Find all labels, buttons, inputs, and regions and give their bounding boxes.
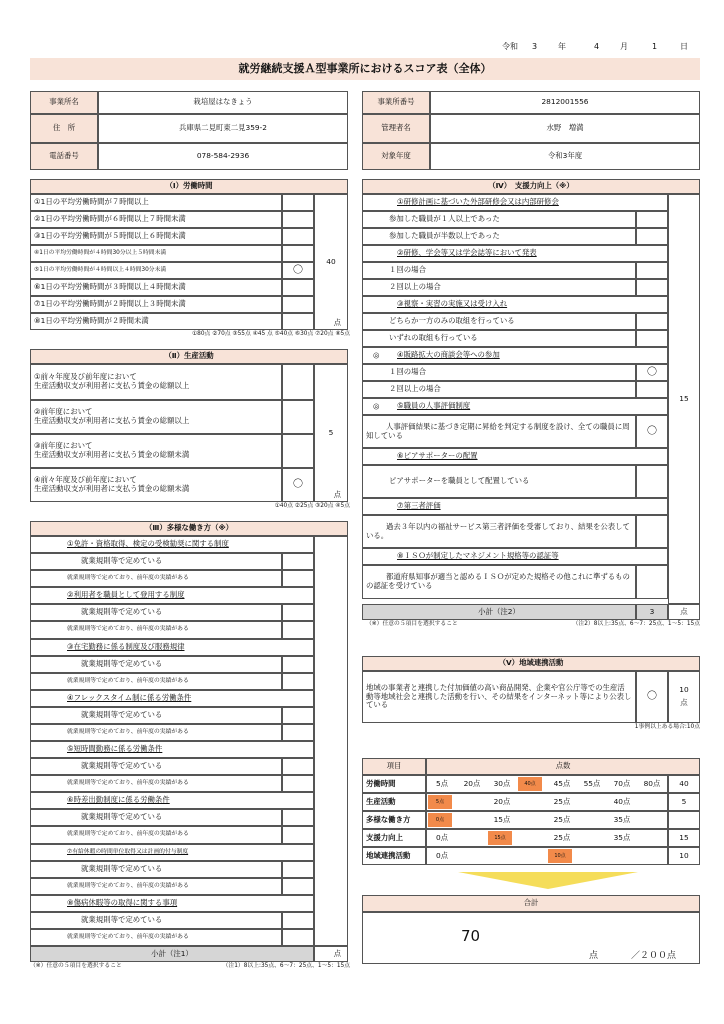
s1-mark-cell [282, 313, 314, 330]
s4-item-header [362, 448, 668, 465]
s4-selected-item-icon: ◎ [373, 350, 380, 360]
s4-item-option [362, 228, 636, 245]
s3-note-right: （注1）8以上:35点、6〜7：25点、1〜5：15点 [222, 963, 350, 969]
s4-item-header-text: ④販路拡大の商談会等への参加 [397, 350, 500, 360]
s2-row-line2: 生産活動収支が利用者に支払う賃金の総額以上 [34, 381, 190, 390]
summary-row-total: 40 [668, 775, 700, 793]
s4-item-option-text: いずれの取組も行っている [389, 333, 478, 343]
s2-mark-cell [282, 400, 314, 434]
summary-score-option: 25点 [553, 814, 571, 824]
s1-mark-cell [282, 296, 314, 313]
s3-item-actual: 就業規則等で定めており、前年度の実績がある [30, 878, 282, 895]
s4-item-header [362, 548, 668, 565]
s3-mark-cell [282, 570, 314, 587]
s3-mark-cell [282, 809, 314, 826]
s4-item-option-text: ２回以上の場合 [389, 282, 441, 292]
s2-row-line1: ④前々年度及び前年度において [34, 475, 137, 485]
summary-score-option: 80点 [643, 778, 661, 788]
summary-row-total: 15 [668, 829, 700, 847]
s4-item-header-text: ⑦第三者評価 [397, 501, 441, 511]
s4-item-option [362, 515, 636, 548]
phone-value: 078-584-2936 [98, 143, 348, 170]
s3-item-actual: 就業規則等で定めており、前年度の実績がある [30, 826, 282, 843]
summary-selected-score: 40点 [518, 777, 542, 791]
s1-selected-mark: 〇 [282, 262, 314, 279]
date-month-unit: 月 [620, 42, 628, 51]
s4-item-option-text: 過去３年以内の福祉サービス第三者評価を受審しており、結果を公表している。 [366, 521, 630, 540]
s4-item-option-text: 都道府県知事が適当と認めるＩＳＯが定めた規格その他これに準ずるものの認証を受けている [366, 572, 630, 590]
summary-score-option: 15点 [493, 814, 511, 824]
s2-selected-mark: 〇 [282, 468, 314, 502]
s1-row: ③1日の平均労働時間が５時間以上６時間未満 [30, 228, 282, 245]
s3-item-header: ③在宅勤務に係る制度及び服務規律 [30, 639, 314, 656]
summary-row-label: 支援力向上 [362, 829, 426, 847]
s4-mark-cell [636, 211, 668, 228]
s4-selected-item-icon: ◎ [373, 401, 380, 411]
summary-score-option: 25点 [553, 832, 571, 842]
summary-header-points: 点数 [426, 758, 700, 775]
s4-score-cell [668, 194, 700, 604]
s1-row: ②1日の平均労働時間が６時間以上７時間未満 [30, 211, 282, 228]
s4-item-header [362, 194, 668, 211]
s1-score: 40 [326, 256, 336, 266]
s4-item-option [362, 565, 636, 599]
s3-mark-cell [282, 553, 314, 570]
s3-mark-cell [282, 724, 314, 741]
s4-mark-cell [636, 381, 668, 398]
s4-item-option-text: 参加した職員が１人以上であった [389, 214, 500, 224]
summary-selected-score: 0点 [428, 813, 452, 827]
s4-item-option-text: ピアサポーターを職員として配置している [389, 476, 530, 486]
office-no-value: 2812001556 [430, 91, 700, 114]
summary-header-item: 項目 [362, 758, 426, 775]
s4-item-option [362, 262, 636, 279]
s3-mark-cell [282, 621, 314, 638]
s3-mark-cell [282, 604, 314, 621]
summary-score-option: 35点 [613, 814, 631, 824]
s4-item-header-text: ③視察・実習の実施又は受け入れ [397, 299, 508, 309]
address-value: 兵庫県二見町東二見359-2 [98, 114, 348, 143]
summary-row-label: 生産活動 [362, 793, 426, 811]
s2-mark-cell [282, 364, 314, 400]
s4-item-option-text: ２回以上の場合 [389, 384, 441, 394]
manager-value: 水野 増満 [430, 114, 700, 143]
office-name-value: 栽培屋はなきょう [98, 91, 348, 114]
office-no-label: 事業所番号 [362, 91, 430, 114]
s5-note: 1事例以上ある場合:10点 [634, 724, 700, 730]
s3-item-actual: 就業規則等で定めており、前年度の実績がある [30, 775, 282, 792]
summary-row-label: 多様な働き方 [362, 811, 426, 829]
summary-score-option: 0点 [435, 850, 449, 860]
summary-selected-score: 5点 [428, 795, 452, 809]
s2-row [30, 364, 282, 400]
s5-text: 地域の事業者と連携した付加価値の高い商品開発、企業や官公庁等での生産活動等地域社会と連携した活動を行い、その結果をインターネット等により公表している [362, 671, 636, 723]
s1-row: ①1日の平均労働時間が７時間以上 [30, 194, 282, 211]
s4-item-option [362, 364, 636, 381]
total-value-cell [362, 912, 700, 964]
total-value: 70 [461, 927, 481, 945]
s3-mark-cell [282, 758, 314, 775]
date-month: 4 [594, 42, 600, 51]
date-day: 1 [652, 42, 658, 51]
s1-row: ⑤1日の平均労働時間が４時間以上４時間30分未満 [30, 262, 282, 279]
s4-item-header [362, 245, 668, 262]
s2-score: 5 [328, 427, 334, 437]
s3-mark-cell [282, 707, 314, 724]
s3-item-actual: 就業規則等で定めており、前年度の実績がある [30, 724, 282, 741]
summary-score-option: 0点 [435, 832, 449, 842]
summary-score-option: 40点 [613, 796, 631, 806]
phone-label: 電話番号 [30, 143, 98, 170]
down-arrow-icon [458, 872, 638, 890]
summary-score-option: 5点 [435, 778, 449, 788]
s1-mark-cell [282, 245, 314, 262]
s4-item-option [362, 211, 636, 228]
s2-row-line2: 生産活動収支が利用者に支払う賃金の総額未満 [34, 450, 190, 459]
s4-note-right: （注2）8以上:35点、6〜7：25点、1〜5：15点 [572, 621, 700, 627]
s4-mark-cell [636, 515, 668, 548]
s4-mark-cell [636, 279, 668, 296]
s1-unit: 点 [333, 318, 341, 328]
page-title: 就労継続支援Ａ型事業所におけるスコア表（全体） [30, 58, 700, 80]
s4-subtotal-label: 小計（注2） [362, 604, 636, 620]
s2-unit: 点 [333, 490, 341, 500]
s2-score-cell [314, 364, 348, 502]
date-day-unit: 日 [680, 42, 688, 51]
s4-mark-cell [636, 313, 668, 330]
summary-row-total: 5 [668, 793, 700, 811]
s1-score-cell [314, 194, 348, 330]
summary-score-option: 70点 [613, 778, 631, 788]
s4-item-header [362, 347, 668, 364]
s4-item-header-text: ⑤職員の人事評価制度 [397, 401, 471, 411]
s4-item-option [362, 381, 636, 398]
s3-mark-cell [282, 775, 314, 792]
s3-item-actual: 就業規則等で定めており、前年度の実績がある [30, 929, 282, 946]
address-label: 住 所 [30, 114, 98, 143]
s3-subtotal-unit: 点 [314, 946, 348, 962]
summary-score-option: 30点 [493, 778, 511, 788]
s4-item-option-text: 人事評価結果に基づき定期に昇給を判定する制度を設け、全ての職員に周知している [366, 421, 630, 440]
s4-item-option [362, 465, 636, 498]
s4-selected-mark: 〇 [636, 364, 668, 381]
s1-row: ④1日の平均労働時間が４時間30分以上５時間未満 [30, 245, 282, 262]
s4-subtotal-value: 3 [636, 604, 668, 620]
s4-item-header-text: ⑥ピアサポーターの配置 [397, 451, 478, 461]
s3-item-rule: 就業規則等で定めている [30, 707, 282, 724]
s3-item-rule: 就業規則等で定めている [30, 758, 282, 775]
s3-mark-cell [282, 861, 314, 878]
s3-score-cell [314, 536, 348, 946]
s2-mark-cell [282, 434, 314, 468]
s4-note-left: （※）任意の５項目を選択すること [366, 621, 458, 627]
date-year: 3 [532, 42, 538, 51]
s4-mark-cell [636, 565, 668, 599]
total-unit: 点 [589, 951, 599, 961]
total-label: 合計 [362, 895, 700, 912]
s3-item-rule: 就業規則等で定めている [30, 553, 282, 570]
s1-note: ①80点 ②70点 ③55点 ④45 点 ⑤40点 ⑥30点 ⑦20点 ⑧5点 [191, 331, 350, 337]
s4-item-option-text: １回の場合 [389, 367, 426, 377]
s4-mark-cell [636, 228, 668, 245]
s3-item-header: ④フレックスタイム制に係る労働条件 [30, 690, 314, 707]
s5-unit: 点 [680, 698, 688, 707]
s4-item-header-text: ②研修、学会等又は学会誌等において発表 [397, 248, 537, 258]
summary-selected-score: 10点 [548, 849, 572, 863]
s2-row-line2: 生産活動収支が利用者に支払う賃金の総額未満 [34, 484, 190, 493]
total-max: ／２００点 [631, 951, 677, 961]
s5-selected-mark: 〇 [636, 671, 668, 723]
section-3-title: （Ⅲ）多様な働き方（※） [30, 521, 348, 536]
s1-mark-cell [282, 211, 314, 228]
s3-item-actual: 就業規則等で定めており、前年度の実績がある [30, 673, 282, 690]
summary-score-option: 25点 [553, 796, 571, 806]
s5-score: 10 [679, 685, 689, 695]
s3-note-left: （※）任意の５項目を選択すること [30, 963, 122, 969]
date-era: 令和 [502, 42, 518, 51]
s3-item-actual: 就業規則等で定めており、前年度の実績がある [30, 621, 282, 638]
s3-mark-cell [282, 826, 314, 843]
s3-item-rule: 就業規則等で定めている [30, 656, 282, 673]
s1-mark-cell [282, 194, 314, 211]
s3-item-rule: 就業規則等で定めている [30, 604, 282, 621]
summary-score-option: 20点 [463, 778, 481, 788]
summary-row-label: 地域連携活動 [362, 847, 426, 865]
s3-mark-cell [282, 656, 314, 673]
s3-item-header: ①免許・資格取得、検定の受検勧奨に関する制度 [30, 536, 314, 553]
s1-row: ⑥1日の平均労働時間が３時間以上４時間未満 [30, 279, 282, 296]
s3-subtotal-label: 小計（注1） [30, 946, 314, 962]
date-year-unit: 年 [558, 42, 566, 51]
summary-row-label: 労働時間 [362, 775, 426, 793]
s4-item-header [362, 498, 668, 515]
section-5-title: （Ⅴ）地域連携活動 [362, 656, 700, 671]
target-year-label: 対象年度 [362, 143, 430, 170]
s2-row-line1: ②前年度において [34, 407, 93, 417]
s2-row-line2: 生産活動収支が利用者に支払う賃金の総額以上 [34, 416, 190, 425]
s2-note: ①40点 ②25点 ③20点 ④5点 [274, 503, 350, 509]
s3-mark-cell [282, 929, 314, 946]
s2-row [30, 400, 282, 434]
section-1-title: （Ⅰ）労働時間 [30, 179, 348, 194]
s3-item-rule: 就業規則等で定めている [30, 861, 282, 878]
summary-score-option: 55点 [583, 778, 601, 788]
s4-item-header-text: ⑧ＩＳＯが制定したマネジメント規格等の認証等 [397, 551, 559, 561]
s4-mark-cell [636, 465, 668, 498]
s4-item-option [362, 313, 636, 330]
s3-mark-cell [282, 912, 314, 929]
s3-item-header: ②利用者を職員として登用する制度 [30, 587, 314, 604]
s3-mark-cell [282, 673, 314, 690]
s4-score: 15 [679, 393, 689, 403]
s4-item-option-text: １回の場合 [389, 265, 426, 275]
s5-score-cell [668, 671, 700, 723]
s4-item-option [362, 279, 636, 296]
s3-item-header: ⑧傷病休暇等の取得に関する事項 [30, 895, 314, 912]
summary-row-total [668, 811, 700, 829]
s2-row [30, 468, 282, 502]
summary-score-option: 35点 [613, 832, 631, 842]
s3-item-header: ⑥時差出勤制度に係る労働条件 [30, 792, 314, 809]
section-4-title: （Ⅳ） 支援力向上（※） [362, 179, 700, 194]
summary-row-cells [426, 847, 668, 865]
s4-item-header [362, 296, 668, 313]
s4-item-option [362, 330, 636, 347]
s4-item-option-text: 参加した職員が半数以上であった [389, 231, 500, 241]
s4-mark-cell [636, 262, 668, 279]
summary-score-option: 20点 [493, 796, 511, 806]
s4-subtotal-unit: 点 [668, 604, 700, 620]
s1-mark-cell [282, 228, 314, 245]
s3-item-rule: 就業規則等で定めている [30, 912, 282, 929]
s4-item-option [362, 415, 636, 448]
s2-row-line1: ③前年度において [34, 441, 93, 451]
summary-score-option: 45点 [553, 778, 571, 788]
manager-label: 管理者名 [362, 114, 430, 143]
s3-item-rule: 就業規則等で定めている [30, 809, 282, 826]
s1-row: ⑧1日の平均労働時間が２時間未満 [30, 313, 282, 330]
office-name-label: 事業所名 [30, 91, 98, 114]
s4-mark-cell [636, 330, 668, 347]
s2-row [30, 434, 282, 468]
summary-selected-score: 15点 [488, 831, 512, 845]
target-year-value: 令和3年度 [430, 143, 700, 170]
s1-mark-cell [282, 279, 314, 296]
s4-item-header-text: ①研修計画に基づいた外部研修会又は内部研修会 [397, 197, 559, 207]
s4-item-option-text: どちらか一方のみの取組を行っている [389, 316, 515, 326]
s3-item-actual: 就業規則等で定めており、前年度の実績がある [30, 570, 282, 587]
s3-mark-cell [282, 878, 314, 895]
section-2-title: （Ⅱ）生産活動 [30, 349, 348, 364]
s3-item-header: ⑤短時間勤務に係る労働条件 [30, 741, 314, 758]
s3-item-header: ⑦有給休暇の時間単位取得又は計画的付与制度 [30, 844, 314, 861]
s4-item-header [362, 398, 668, 415]
s4-selected-mark: 〇 [636, 415, 668, 448]
s2-row-line1: ①前々年度及び前年度において [34, 372, 137, 382]
s1-row: ⑦1日の平均労働時間が２時間以上３時間未満 [30, 296, 282, 313]
summary-row-total: 10 [668, 847, 700, 865]
